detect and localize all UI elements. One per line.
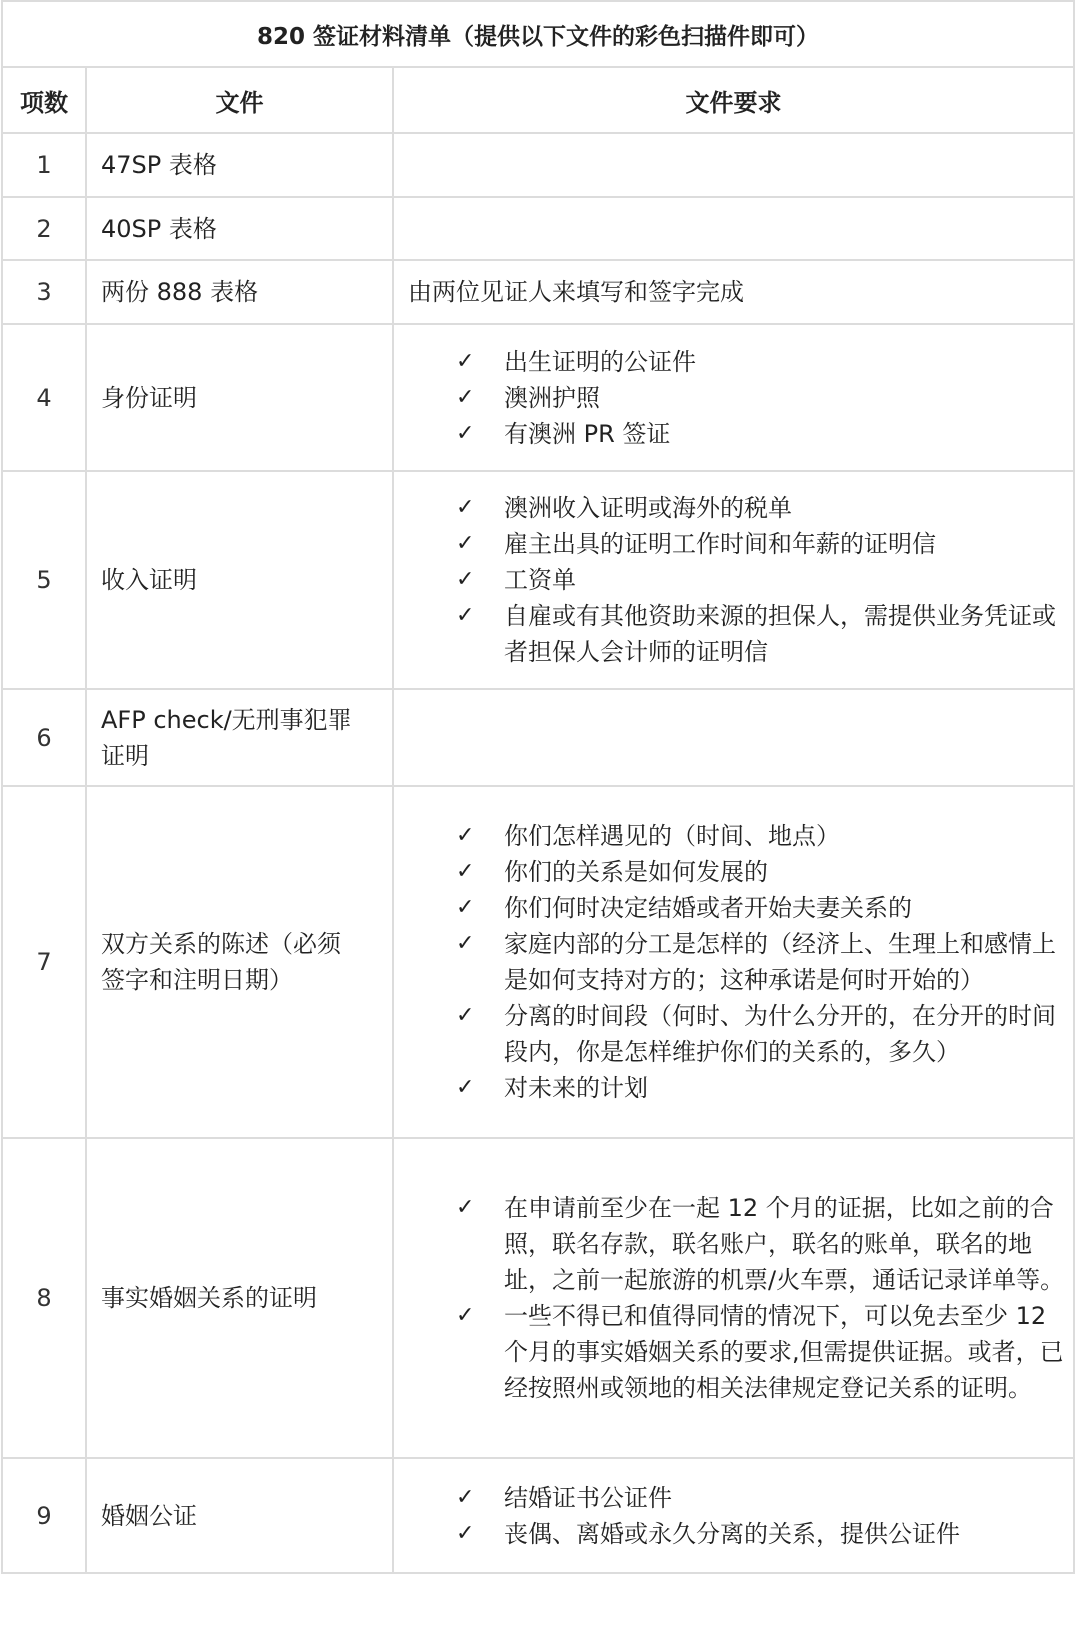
- requirement-item-text: 澳洲护照: [504, 383, 600, 412]
- requirement-item: [456, 1298, 1065, 1406]
- table-row: [2, 324, 1074, 471]
- requirement-item-text: 工资单: [504, 566, 576, 594]
- table-title: 820 签证材料清单（提供以下文件的彩色扫描件即可）: [2, 1, 1074, 67]
- row-number: 4: [2, 324, 86, 471]
- check-icon: ✓: [456, 603, 475, 628]
- requirement-list: [408, 490, 1065, 670]
- requirement-item-text: 雇主出具的证明工作时间和年薪的证明信: [504, 530, 936, 558]
- table-row: [2, 260, 1074, 324]
- requirement-item-text: 对未来的计划: [504, 1074, 648, 1102]
- row-number: 7: [2, 786, 86, 1138]
- requirement-cell: [393, 133, 1074, 197]
- document-name: 47SP 表格: [86, 133, 393, 197]
- table-row: [2, 197, 1074, 260]
- check-icon: ✓: [456, 348, 475, 374]
- row-number: 3: [2, 260, 86, 324]
- table-row: [2, 1138, 1074, 1458]
- check-icon: ✓: [456, 1075, 475, 1100]
- document-name: AFP check/无刑事犯罪证明: [86, 689, 393, 786]
- requirement-item: [456, 598, 1065, 670]
- row-number: 2: [2, 197, 86, 260]
- requirement-cell: [393, 1458, 1074, 1573]
- check-icon: ✓: [456, 495, 475, 520]
- requirement-item: [456, 1480, 1065, 1516]
- requirement-item-text: 出生证明的公证件: [504, 347, 696, 376]
- requirement-item-text: 结婚证书公证件: [504, 1483, 672, 1512]
- requirement-list: [408, 1190, 1065, 1406]
- document-name: 40SP 表格: [86, 197, 393, 260]
- header-row: [2, 67, 1074, 133]
- row-number: 5: [2, 471, 86, 689]
- requirement-item: [456, 998, 1065, 1070]
- check-icon: ✓: [456, 1195, 475, 1220]
- header-doc: 文件: [86, 67, 393, 133]
- check-icon: ✓: [456, 567, 475, 592]
- document-name: 身份证明: [86, 324, 393, 471]
- check-icon: ✓: [456, 931, 475, 956]
- requirement-item: [456, 1070, 1065, 1106]
- header-req: 文件要求: [393, 67, 1074, 133]
- table-row: [2, 786, 1074, 1138]
- requirement-cell: [393, 689, 1074, 786]
- check-icon: ✓: [456, 420, 475, 446]
- check-icon: ✓: [456, 1520, 475, 1546]
- document-name: 收入证明: [86, 471, 393, 689]
- requirement-item: [456, 890, 1065, 926]
- requirement-item: [456, 854, 1065, 890]
- requirement-item: [456, 926, 1065, 998]
- requirement-item-text: 你们怎样遇见的（时间、地点）: [504, 822, 840, 850]
- requirement-item: [456, 526, 1065, 562]
- document-name: 事实婚姻关系的证明: [86, 1138, 393, 1458]
- requirement-item: [456, 344, 1065, 380]
- check-icon: ✓: [456, 823, 475, 848]
- requirement-item-text: 分离的时间段（何时、为什么分开的，在分开的时间段内，你是怎样维护你们的关系的，多久）: [504, 1002, 1056, 1066]
- check-icon: ✓: [456, 859, 475, 884]
- check-icon: ✓: [456, 1303, 475, 1328]
- requirement-item: [456, 1516, 1065, 1552]
- requirement-item: [456, 380, 1065, 416]
- requirement-item-text: 在申请前至少在一起 12 个月的证据，比如之前的合照，联名存款，联名账户，联名的账单，联名的地址，之前一起旅游的机票/火车票，通话记录详单等。: [504, 1194, 1065, 1294]
- table-row: [2, 133, 1074, 197]
- requirement-cell: [393, 1138, 1074, 1458]
- row-number: 8: [2, 1138, 86, 1458]
- row-number: 6: [2, 689, 86, 786]
- requirement-list: [408, 818, 1065, 1106]
- requirement-cell: [393, 786, 1074, 1138]
- table-row: [2, 1458, 1074, 1573]
- check-icon: ✓: [456, 1003, 475, 1028]
- requirement-cell: [393, 471, 1074, 689]
- requirement-list: [408, 344, 1065, 452]
- check-icon: ✓: [456, 531, 475, 556]
- requirement-list: [408, 1480, 1065, 1552]
- requirement-item-text: 丧偶、离婚或永久分离的关系，提供公证件: [504, 1519, 960, 1548]
- requirement-item-text: 你们的关系是如何发展的: [504, 858, 768, 886]
- visa-checklist-table: [1, 0, 1075, 1574]
- requirement-item: [456, 490, 1065, 526]
- requirement-item-text: 你们何时决定结婚或者开始夫妻关系的: [504, 894, 912, 922]
- requirement-item: [456, 1190, 1065, 1298]
- requirement-item-text: 自雇或有其他资助来源的担保人，需提供业务凭证或者担保人会计师的证明信: [504, 602, 1056, 666]
- requirement-text: 由两位见证人来填写和签字完成: [393, 260, 1074, 324]
- requirement-item: [456, 562, 1065, 598]
- requirement-cell: [393, 197, 1074, 260]
- requirement-item-text: 家庭内部的分工是怎样的（经济上、生理上和感情上是如何支持对方的；这种承诺是何时开始的）: [504, 930, 1056, 994]
- title-row: [2, 1, 1074, 67]
- header-num: 项数: [2, 67, 86, 133]
- requirement-item: [456, 818, 1065, 854]
- requirement-item-text: 澳洲收入证明或海外的税单: [504, 494, 792, 522]
- row-number: 1: [2, 133, 86, 197]
- document-name: 双方关系的陈述（必须签字和注明日期）: [86, 786, 393, 1138]
- table-row: [2, 471, 1074, 689]
- check-icon: ✓: [456, 384, 475, 410]
- document-name: 婚姻公证: [86, 1458, 393, 1573]
- requirement-item-text: 有澳洲 PR 签证: [504, 419, 671, 448]
- check-icon: ✓: [456, 895, 475, 920]
- requirement-item: [456, 416, 1065, 452]
- check-icon: ✓: [456, 1484, 475, 1510]
- row-number: 9: [2, 1458, 86, 1573]
- table-row: [2, 689, 1074, 786]
- requirement-cell: [393, 324, 1074, 471]
- document-name: 两份 888 表格: [86, 260, 393, 324]
- requirement-item-text: 一些不得已和值得同情的情况下，可以免去至少 12 个月的事实婚姻关系的要求,但需提供证据。或者，已经按照州或领地的相关法律规定登记关系的证明。: [504, 1302, 1064, 1402]
